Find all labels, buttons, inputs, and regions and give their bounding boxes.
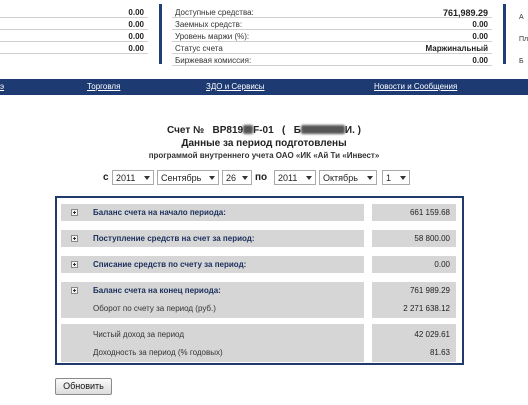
- nav-item-services[interactable]: ЗДО и Сервисы: [206, 82, 265, 91]
- to-label: по: [255, 172, 268, 183]
- from-year-value: 2011: [116, 173, 136, 183]
- account-label: Счет №: [167, 125, 205, 136]
- report-account-title: [0, 125, 528, 136]
- exchange-fee-label: Биржевая комиссия:: [175, 56, 252, 65]
- summary-value: 0.00: [128, 44, 144, 53]
- report-subtitle: Данные за период подготовлены: [181, 138, 347, 149]
- chevron-down-icon: [242, 176, 248, 180]
- margin-level-value: 0.00: [472, 32, 488, 41]
- from-month-value: Сентябрь: [161, 173, 202, 183]
- from-day-select[interactable]: [222, 170, 252, 185]
- borrowed-funds-label: Заемных средств:: [175, 20, 243, 29]
- summary-divider: [159, 4, 162, 64]
- from-day-value: 26: [226, 173, 237, 183]
- account-status-value: Маржинальный: [425, 44, 488, 53]
- summary-divider-right: [503, 4, 506, 64]
- expand-icon[interactable]: [71, 235, 78, 242]
- outflow-label: Списание средств по счету за период:: [93, 260, 247, 269]
- to-year-select[interactable]: [274, 170, 316, 185]
- account-status-label: Статус счета: [175, 44, 223, 53]
- nav-item-trading[interactable]: Торговля: [87, 82, 121, 91]
- closing-balance-value: 761 989.29: [409, 286, 450, 295]
- summary-row: [0, 30, 148, 42]
- account-summary: [172, 6, 492, 66]
- borrowed-funds-row: [172, 18, 492, 30]
- inflow-row[interactable]: [61, 230, 364, 247]
- opening-balance-label: Баланс счета на начало периода:: [93, 208, 226, 217]
- opening-balance-value: 661 159.68: [409, 208, 450, 217]
- client-name-end: И. ): [344, 125, 361, 136]
- outflow-value: 0.00: [434, 260, 450, 269]
- account-number-end: F-01: [253, 125, 274, 136]
- summary-row: [0, 18, 148, 30]
- yield-label: Доходность за период (% годовых): [93, 348, 223, 357]
- summary-value: 0.00: [128, 8, 144, 17]
- from-month-select[interactable]: [157, 170, 219, 185]
- to-day-select[interactable]: [382, 170, 410, 185]
- borrowed-funds-value: 0.00: [472, 20, 488, 29]
- inflow-value: 58 800.00: [414, 234, 450, 243]
- exchange-fee-row: [172, 54, 492, 66]
- clipped-label: Б: [519, 58, 524, 65]
- net-income-label: Чистый доход за период: [93, 330, 184, 339]
- refresh-button[interactable]: Обновить: [55, 378, 112, 395]
- inflow-cell: [372, 230, 456, 247]
- to-day-value: 1: [386, 173, 392, 183]
- nav-item-clipped[interactable]: э: [0, 82, 5, 91]
- outflow-cell: [372, 256, 456, 273]
- expand-icon[interactable]: [71, 287, 78, 294]
- opening-balance-cell: [372, 204, 456, 221]
- income-summary-row: [61, 324, 364, 362]
- available-funds-value: 761,989.29: [442, 8, 488, 18]
- account-number-start: ВР819: [212, 125, 244, 136]
- income-summary-cell: [372, 324, 456, 362]
- expand-icon[interactable]: [71, 261, 78, 268]
- expand-icon[interactable]: [71, 209, 78, 216]
- nav-item-news[interactable]: Новости и Сообщения: [374, 82, 458, 91]
- from-year-select[interactable]: [112, 170, 154, 185]
- account-status-row: [172, 42, 492, 54]
- closing-balance-row[interactable]: [61, 282, 364, 318]
- chevron-down-icon: [400, 176, 406, 180]
- chevron-down-icon: [209, 176, 215, 180]
- from-label: с: [103, 172, 109, 183]
- available-funds-label: Доступные средства:: [175, 8, 254, 17]
- to-month-select[interactable]: [319, 170, 377, 185]
- account-summary-left: [0, 6, 148, 54]
- to-year-value: 2011: [278, 173, 298, 183]
- redacted-text: [301, 125, 345, 134]
- client-name-start: Б: [293, 125, 301, 136]
- main-navigation: [0, 79, 528, 95]
- closing-balance-label: Баланс счета на конец периода:: [93, 286, 221, 295]
- chevron-down-icon: [144, 176, 150, 180]
- net-income-value: 42 029.61: [414, 330, 450, 339]
- open-paren: (: [282, 125, 286, 136]
- account-report-table: [55, 196, 464, 365]
- clipped-label: А: [519, 14, 524, 21]
- margin-level-row: [172, 30, 492, 42]
- clipped-label: Пл: [519, 36, 528, 43]
- turnover-label: Оборот по счету за период (руб.): [93, 304, 216, 313]
- summary-row: [0, 42, 148, 54]
- chevron-down-icon: [367, 176, 373, 180]
- inflow-label: Поступление средств на счет за период:: [93, 234, 255, 243]
- outflow-row[interactable]: [61, 256, 364, 273]
- turnover-value: 2 271 638.12: [403, 304, 450, 313]
- chevron-down-icon: [306, 176, 312, 180]
- closing-balance-cell: [372, 282, 456, 318]
- yield-value: 81.63: [429, 348, 450, 357]
- opening-balance-row[interactable]: [61, 204, 364, 221]
- to-month-value: Октябрь: [323, 173, 358, 183]
- summary-value: 0.00: [128, 32, 144, 41]
- summary-value: 0.00: [128, 20, 144, 29]
- report-source: программой внутреннего учета ОАО «ИК «Ай Ти «Инвест»: [148, 151, 380, 160]
- margin-level-label: Уровень маржи (%):: [175, 32, 250, 41]
- available-funds-row: [172, 6, 492, 18]
- exchange-fee-value: 0.00: [472, 56, 488, 65]
- redacted-text: [243, 125, 253, 134]
- summary-row: [0, 6, 148, 18]
